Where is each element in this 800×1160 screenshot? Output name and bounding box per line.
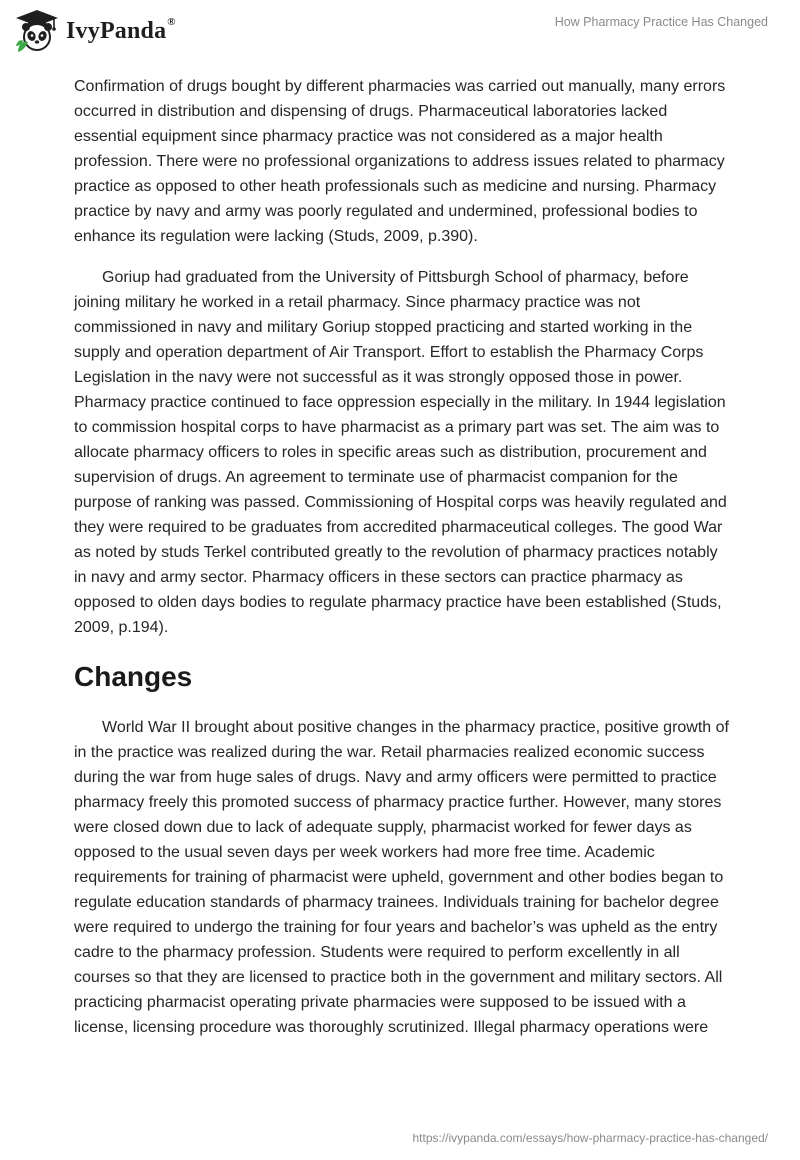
page-header: [0, 0, 800, 62]
essay-body: [74, 74, 734, 1040]
brand-name: IvyPanda®: [66, 15, 176, 44]
paragraph: Goriup had graduated from the University of Pittsburgh School of pharmacy, before joining military he worked in a retail pharmacy. Since pharmacy practice was not commissioned in navy and military Goriup stopped practicing and started working in the supply and operation department of Air Transport. Effort to establish the Pharmacy Corps Legislation in the navy were not successful as it was strongly opposed those in power. Pharmacy practice continued to face oppression especially in the military. In 1944 legislation to commission hospital corps to have pharmacist as a primary part was set. The aim was to allocate pharmacy officers to roles in specific areas such as distribution, procurement and supervision of drugs. An agreement to terminate use of pharmacist companion for the purpose of ranking was passed. Commissioning of Hospital corps was heavily regulated and they were required to be graduates from accredited pharmaceutical colleges. The good War as noted by studs Terkel contributed greatly to the revolution of pharmacy practices notably in navy and army sector. Pharmacy officers in these sectors can practice pharmacy as opposed to olden days bodies to regulate pharmacy practice have been established (Studs, 2009, p.194).: [74, 269, 727, 636]
section-heading-changes: Changes: [74, 661, 193, 692]
document-title: How Pharmacy Practice Has Changed: [554, 15, 768, 29]
paragraph: World War II brought about positive changes in the pharmacy practice, positive growth of in the practice was realized during the war. Retail pharmacies realized economic success during the war from huge sales of drugs. Navy and army officers were permitted to practice pharmacy freely this promoted success of pharmacy practice further. However, many stores were closed down due to lack of adequate supply, pharmacist worked for fewer days as opposed to the usual seven days per week workers had more free time. Academic requirements for training of pharmacist were upheld, government and other bodies began to regulate education standards of pharmacy trainees. Individuals training for bachelor degree were required to undergo the training for four years and bachelor’s was upheld as the entry cadre to the pharmacy profession. Students were required to perform excellently in all courses so that they are licensed to practice both in the government and military sectors. All practicing pharmacist operating private pharmacies were supposed to be issued with a license, licensing procedure was thoroughly scrutinized. Illegal pharmacy operations were: [74, 719, 729, 1036]
paragraph: Confirmation of drugs bought by different pharmacies was carried out manually, many errors occurred in distribution and dispensing of drugs. Pharmaceutical laboratories lacked essential equipment since pharmacy practice was not considered as a major health profession. There were no professional organizations to address issues related to pharmacy practice as opposed to other heath professionals such as medicine and nursing. Pharmacy practice by navy and army was poorly regulated and undermined, professional bodies to enhance its regulation were lacking (Studs, 2009, p.390).: [74, 78, 726, 245]
panda-graduation-cap-icon: [14, 8, 60, 54]
ivypanda-logo[interactable]: [14, 8, 176, 54]
footer-source-url[interactable]: https://ivypanda.com/essays/how-pharmacy-practice-has-changed/: [412, 1131, 768, 1145]
